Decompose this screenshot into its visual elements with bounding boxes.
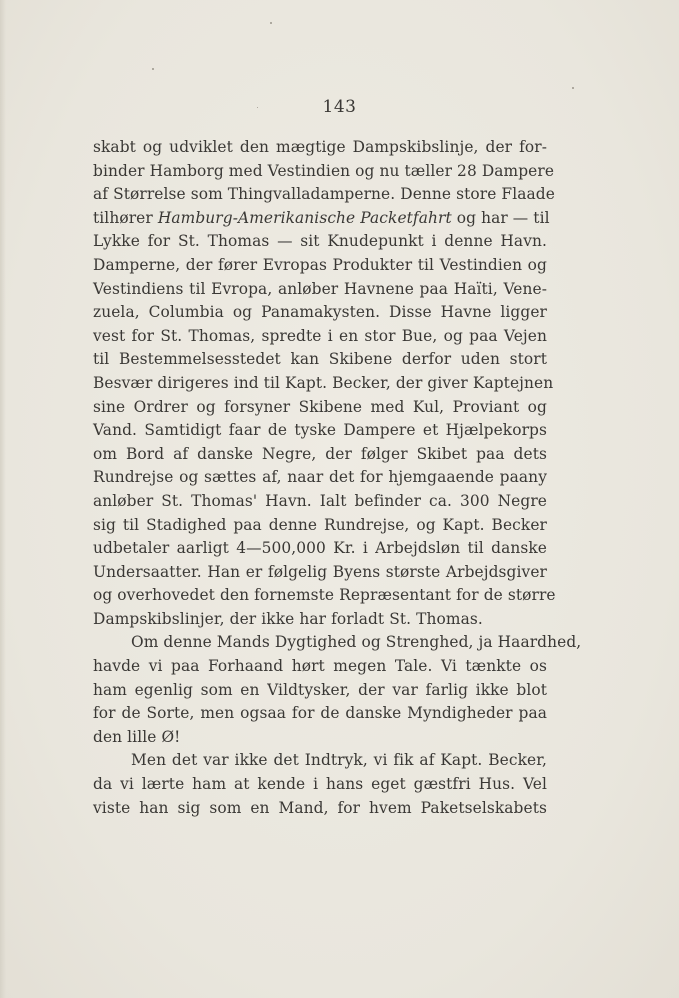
text-segment: Men det var ikke det Indtryk, vi fik af Kapt. Becker, — [131, 751, 547, 770]
text-line — [93, 631, 582, 655]
text-segment: Besvær dirigeres ind til Kapt. Becker, der giver Kaptejnen — [93, 373, 554, 392]
text-line — [93, 679, 547, 703]
text-line — [93, 160, 555, 184]
paper-speck — [152, 68, 154, 70]
text-line — [93, 207, 550, 231]
text-segment: udbetaler aarligt 4—500,000 Kr. i Arbejdsløn til danske — [93, 539, 547, 558]
text-segment: anløber St. Thomas' Havn. Ialt befinder ca. 300 Negre — [93, 491, 547, 510]
text-line — [93, 372, 554, 396]
text-line — [93, 702, 547, 726]
text-segment: Om denne Mands Dygtighed og Strenghed, ja Haardhed, — [131, 633, 582, 652]
text-line — [93, 655, 547, 679]
text-line — [93, 466, 547, 490]
text-segment: skabt og udviklet den mægtige Dampskibslinje, der for- — [93, 138, 547, 156]
text-segment: ham egenlig som en Vildtysker, der var farlig ikke blot — [93, 680, 547, 699]
text-line — [93, 136, 547, 160]
text-segment: sine Ordrer og forsyner Skibene med Kul, Proviant og — [93, 397, 547, 416]
text-segment: om Bord af danske Negre, der følger Skibet paa dets — [93, 444, 547, 463]
text-line — [93, 278, 547, 302]
text-line — [93, 443, 547, 467]
paper-speck — [572, 87, 574, 89]
text-line — [93, 396, 547, 420]
text-line — [93, 183, 555, 207]
text-segment: til Bestemmelsesstedet kan Skibene derfor uden stort — [93, 350, 547, 369]
text-segment: vest for St. Thomas, spredte i en stor Bue, og paa Vejen — [93, 326, 547, 345]
text-line — [93, 348, 547, 372]
text-segment: Damperne, der fører Evropas Produkter til Vestindien og — [93, 255, 547, 274]
text-segment: Vand. Samtidigt faar de tyske Dampere et Hjælpekorps — [93, 421, 547, 440]
italic-company-name: Hamburg-Amerikanische Packetfahrt — [157, 208, 452, 227]
text-segment: viste han sig som en Mand, for hvem Paketselskabets — [93, 798, 547, 817]
text-segment: og overhovedet den fornemste Repræsentant for de større — [93, 586, 556, 605]
text-segment: zuela, Columbia og Panamakysten. Disse Havne ligger — [93, 303, 547, 322]
text-segment: for de Sorte, men ogsaa for de danske Myndigheder paa — [93, 704, 547, 723]
text-line — [93, 254, 547, 278]
text-segment: Rundrejse og sættes af, naar det for hjemgaaende paany — [93, 468, 547, 487]
text-line — [93, 325, 547, 349]
text-line — [93, 797, 547, 821]
text-line — [93, 726, 547, 750]
text-segment: den lille Ø! — [93, 727, 181, 746]
text-segment: sig til Stadighed paa denne Rundrejse, og Kapt. Becker — [93, 515, 547, 534]
text-segment: Lykke for St. Thomas — sit Knudepunkt i denne Havn. — [93, 232, 547, 251]
text-segment: Dampskibslinjer, der ikke har forladt St. Thomas. — [93, 609, 483, 628]
page-edge-shadow — [0, 0, 6, 998]
text-line — [93, 537, 547, 561]
text-segment: da vi lærte ham at kende i hans eget gæstfri Hus. Vel — [93, 775, 547, 794]
paper-speck — [270, 22, 272, 24]
body-text — [93, 136, 582, 820]
text-line — [93, 749, 547, 773]
text-line — [93, 514, 547, 538]
text-segment: havde vi paa Forhaand hørt megen Tale. Vi tænkte os — [93, 657, 547, 676]
text-segment: Undersaatter. Han er følgelig Byens største Arbejdsgiver — [93, 562, 547, 581]
text-segment: Vestindiens til Evropa, anløber Havnene paa Haïti, Vene- — [93, 279, 547, 298]
text-segment: tilhører — [93, 208, 158, 227]
text-line — [93, 608, 547, 632]
text-line — [93, 561, 547, 585]
text-line — [93, 419, 547, 443]
text-line — [93, 584, 556, 608]
text-segment: af Størrelse som Thingvalladamperne. Denne store Flaade — [93, 185, 555, 204]
text-line — [93, 490, 547, 514]
page-number: 143 — [322, 97, 357, 117]
text-segment: og har — til — [451, 208, 550, 227]
text-line — [93, 230, 547, 254]
text-line — [93, 773, 547, 797]
text-segment: binder Hamborg med Vestindien og nu tæller 28 Dampere — [93, 161, 555, 180]
text-line — [93, 301, 547, 325]
